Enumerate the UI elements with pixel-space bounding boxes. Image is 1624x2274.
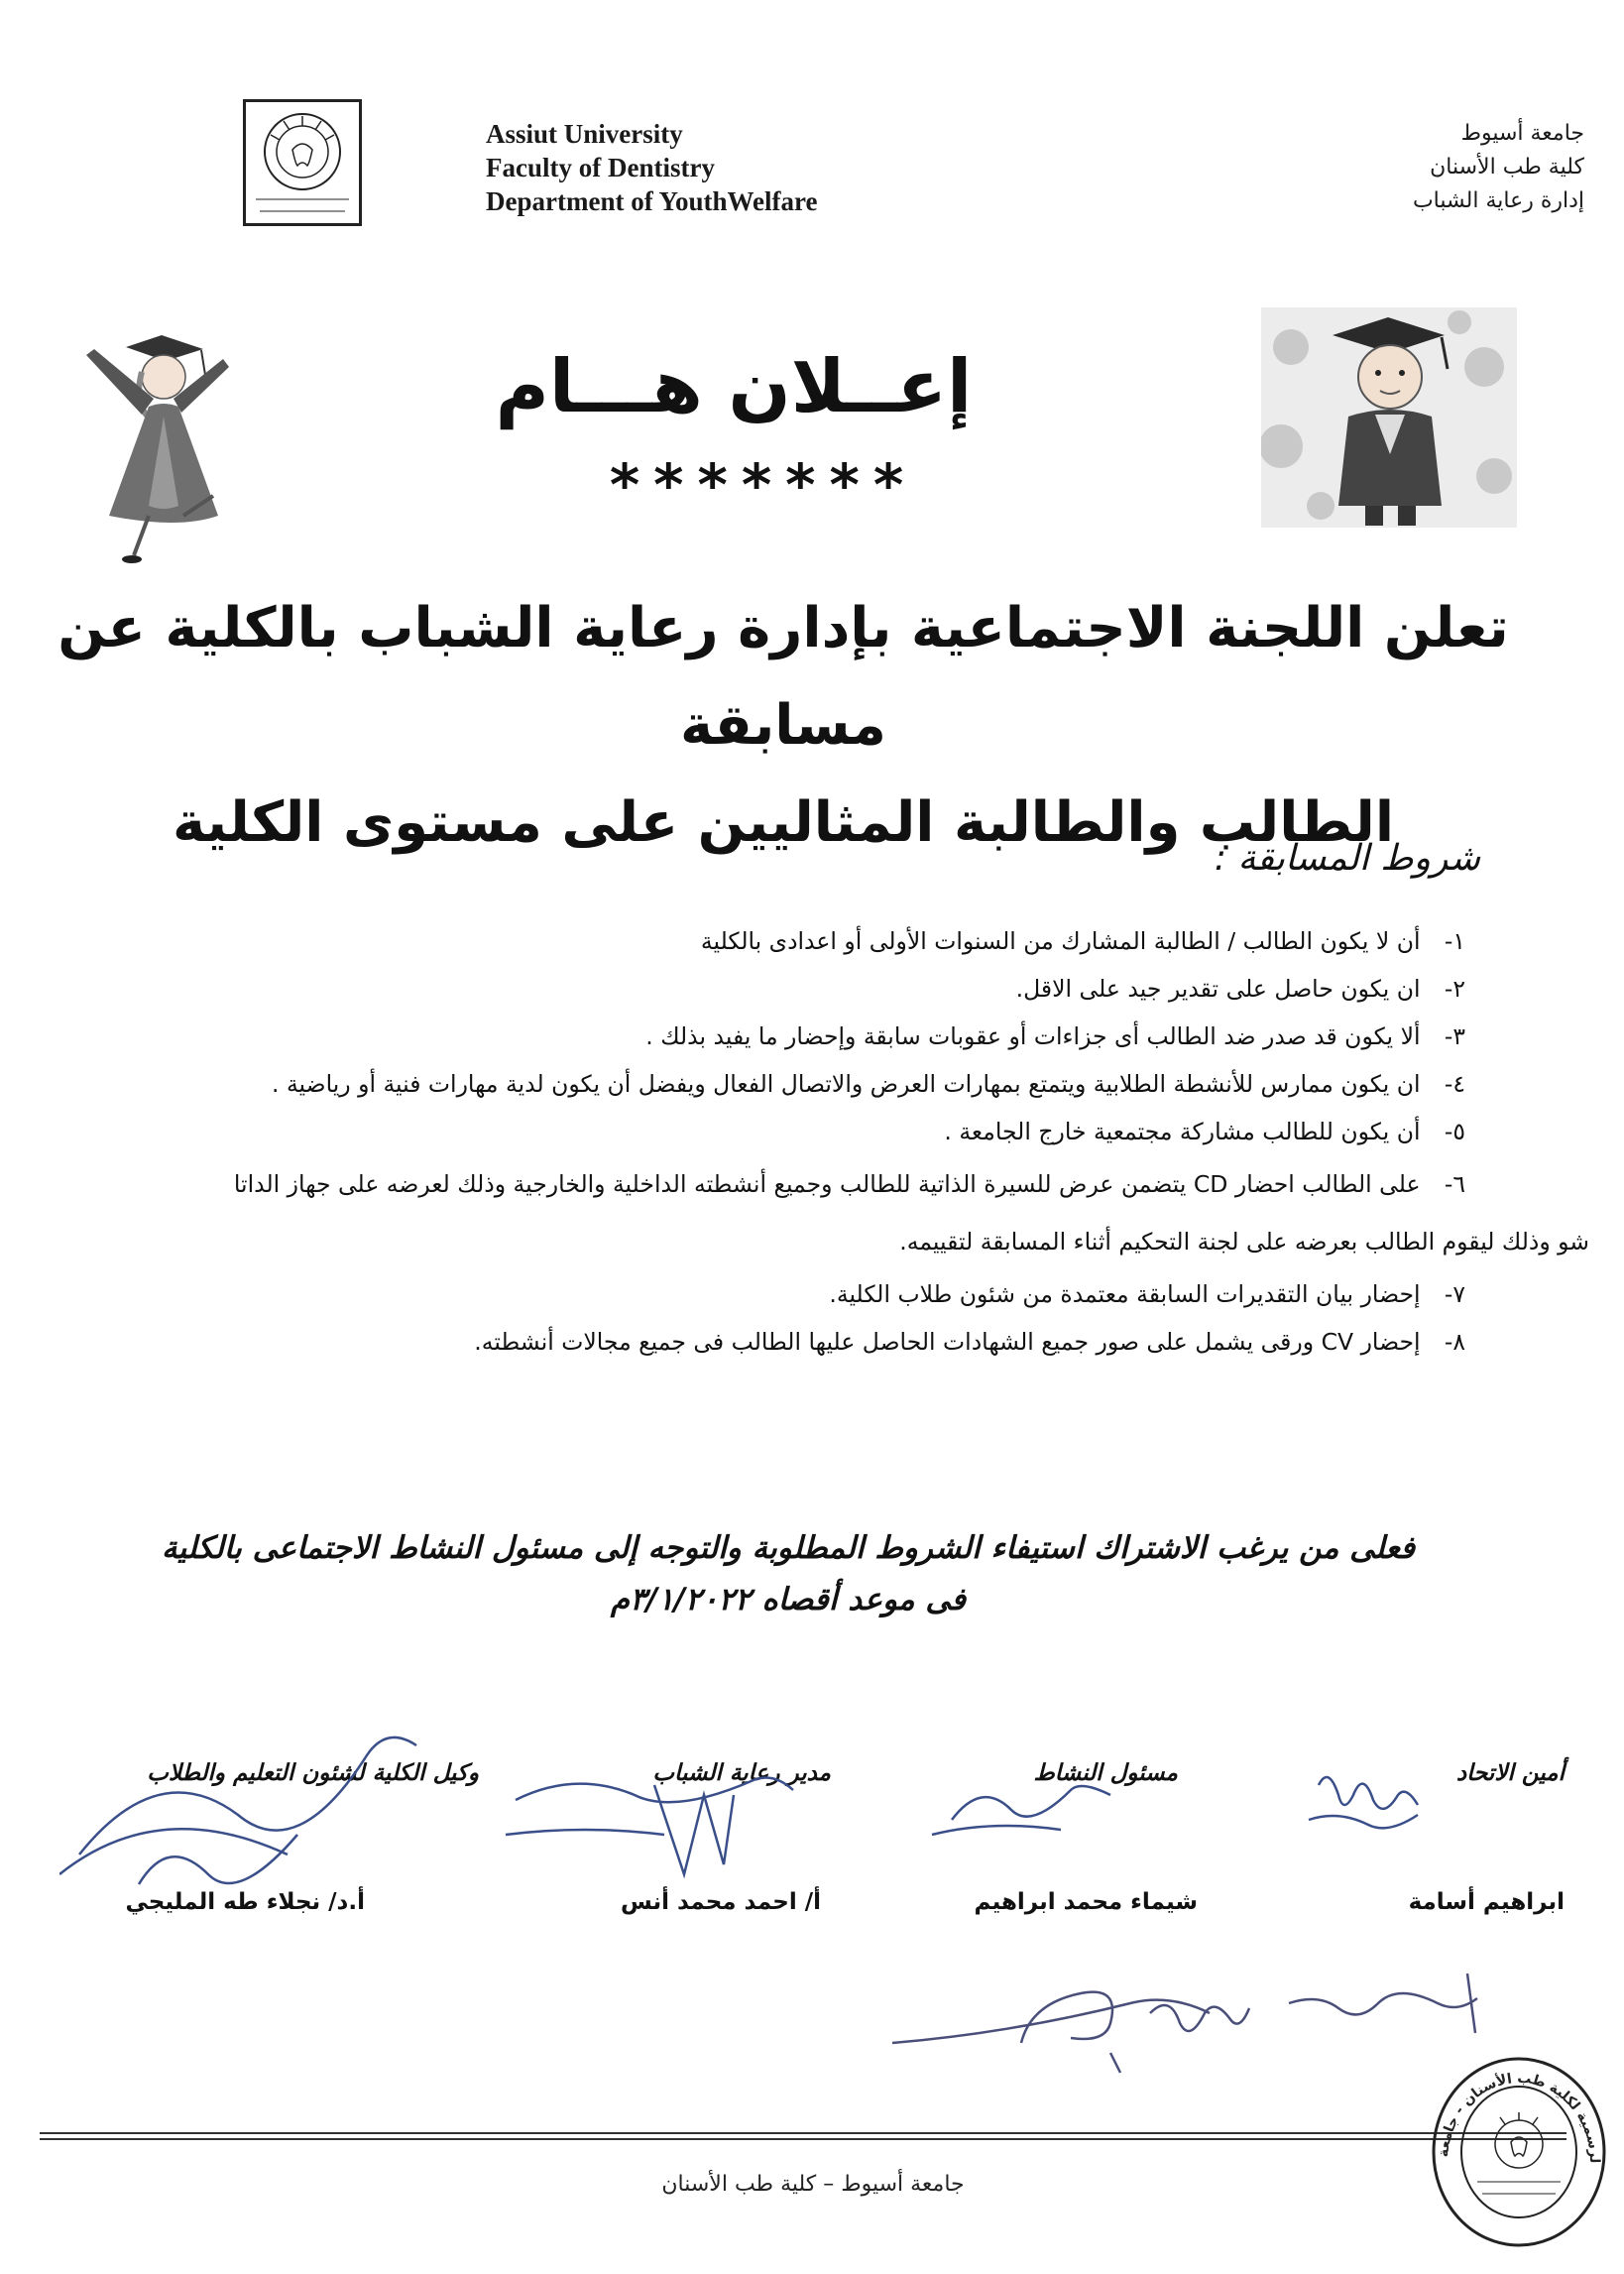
condition-item-7 bbox=[0, 1270, 1465, 1318]
department-name-ar: إدارة رعاية الشباب bbox=[1412, 188, 1584, 213]
graduate-girl-icon bbox=[55, 317, 268, 570]
headline-line-1: تعلن اللجنة الاجتماعية بإدارة رعاية الشباب بالكلية عن مسابقة bbox=[58, 596, 1509, 758]
conditions-list bbox=[0, 917, 1589, 1366]
condition-number: ١- bbox=[1444, 927, 1465, 955]
signature-title-youth-director: مدير رعاية الشباب bbox=[652, 1760, 831, 1786]
condition-number: ٤- bbox=[1444, 1070, 1465, 1098]
signature-title-union: أمين الاتحاد bbox=[1455, 1760, 1565, 1786]
footer-text: جامعة أسيوط – كلية طب الأسنان bbox=[661, 2172, 965, 2197]
faculty-logo bbox=[243, 99, 362, 226]
header-english bbox=[486, 117, 962, 218]
university-name-ar: جامعة أسيوط bbox=[1460, 121, 1584, 146]
signature-name-activity: شيماء محمد ابراهيم bbox=[974, 1889, 1198, 1915]
signature-name-vice-dean: أ.د/ نجلاء طه المليجي bbox=[125, 1889, 365, 1915]
signature-title-vice-dean: وكيل الكلية لشئون التعليم والطلاب bbox=[147, 1760, 479, 1786]
official-seal-icon bbox=[1428, 2053, 1611, 2251]
condition-number: ٨- bbox=[1444, 1328, 1465, 1356]
condition-text: ان يكون ممارس للأنشطة الطلابية ويتمتع بمهارات العرض والاتصال الفعال ويفضل أن يكون لدية مهارات فنية أو رياضية . bbox=[272, 1070, 1421, 1098]
footer-rule-top bbox=[40, 2132, 1566, 2134]
condition-text: إحضار CV ورقى يشمل على صور جميع الشهادات الحاصل عليها الطالب فى جميع مجالات أنشطته. bbox=[474, 1328, 1421, 1356]
condition-item-1 bbox=[0, 917, 1465, 965]
seal-text: لرسمية لكلية طب الأسنان - جامعة bbox=[1436, 2070, 1603, 2164]
condition-number: ٧- bbox=[1444, 1280, 1465, 1308]
condition-text: أن لا يكون الطالب / الطالبة المشارك من السنوات الأولى أو اعدادى بالكلية bbox=[700, 927, 1421, 955]
faculty-logo-icon bbox=[246, 102, 359, 223]
condition-item-2 bbox=[0, 965, 1465, 1013]
closing-line-1: فعلى من يرغب الاشتراك استيفاء الشروط المطلوبة والتوجه إلى مسئول النشاط الاجتماعى بالكلية bbox=[161, 1530, 1416, 1566]
announcement-headline bbox=[40, 580, 1527, 872]
closing-deadline: فى موعد أقصاه ٣/١/٢٠٢٢م bbox=[610, 1582, 967, 1617]
condition-number: ٦- bbox=[1444, 1170, 1465, 1198]
condition-item-3 bbox=[0, 1013, 1465, 1060]
header-arabic bbox=[1227, 117, 1584, 218]
faculty-name-ar: كلية طب الأسنان bbox=[1430, 155, 1584, 180]
closing-note bbox=[30, 1522, 1547, 1625]
footer-rule-bottom bbox=[40, 2138, 1566, 2140]
graduate-boy-icon bbox=[1261, 307, 1517, 528]
condition-text: أن يكون للطالب مشاركة مجتمعية خارج الجامعة . bbox=[944, 1118, 1421, 1145]
announcement-title: إعــلان هـــام bbox=[495, 344, 973, 429]
condition-number: ٣- bbox=[1444, 1022, 1465, 1050]
official-seal bbox=[1428, 2053, 1611, 2251]
signature-title-activity: مسئول النشاط bbox=[1033, 1760, 1178, 1786]
condition-item-6 bbox=[201, 1155, 1589, 1270]
headline-line-2: الطالب والطالبة المثاليين على مستوى الكلية bbox=[172, 790, 1395, 855]
signature-name-union: ابراهيم أسامة bbox=[1408, 1889, 1565, 1915]
graduate-girl-illustration bbox=[55, 317, 268, 570]
condition-item-4 bbox=[0, 1060, 1465, 1108]
condition-number: ٢- bbox=[1444, 975, 1465, 1003]
condition-text: على الطالب احضار CD يتضمن عرض للسيرة الذاتية للطالب وجميع أنشطته الداخلية والخارجية وذلك لعرضه على جهاز الداتا شو وذلك ليقوم الطالب بعرضه على لجنة التحكيم أثناء المسابقة لتقييمه. bbox=[233, 1170, 1589, 1256]
title-stars: ******* bbox=[609, 451, 918, 519]
signature-name-youth-director: أ/ احمد محمد أنس bbox=[620, 1889, 821, 1915]
condition-text: ألا يكون قد صدر ضد الطالب أى جزاءات أو عقوبات سابقة وإحضار ما يفيد بذلك . bbox=[645, 1022, 1421, 1050]
condition-text: إحضار بيان التقديرات السابقة معتمدة من شئون طلاب الكلية. bbox=[829, 1280, 1421, 1308]
condition-text: ان يكون حاصل على تقدير جيد على الاقل. bbox=[1015, 975, 1421, 1003]
university-name-en: Assiut University bbox=[486, 119, 683, 149]
condition-item-5 bbox=[0, 1108, 1465, 1155]
faculty-name-en: Faculty of Dentistry bbox=[486, 153, 715, 182]
condition-item-8 bbox=[0, 1318, 1465, 1366]
department-name-en: Department of YouthWelfare bbox=[486, 186, 818, 216]
conditions-title: شروط المسابقة : bbox=[1214, 838, 1480, 879]
graduate-boy-illustration bbox=[1261, 307, 1517, 528]
condition-number: ٥- bbox=[1444, 1118, 1465, 1145]
